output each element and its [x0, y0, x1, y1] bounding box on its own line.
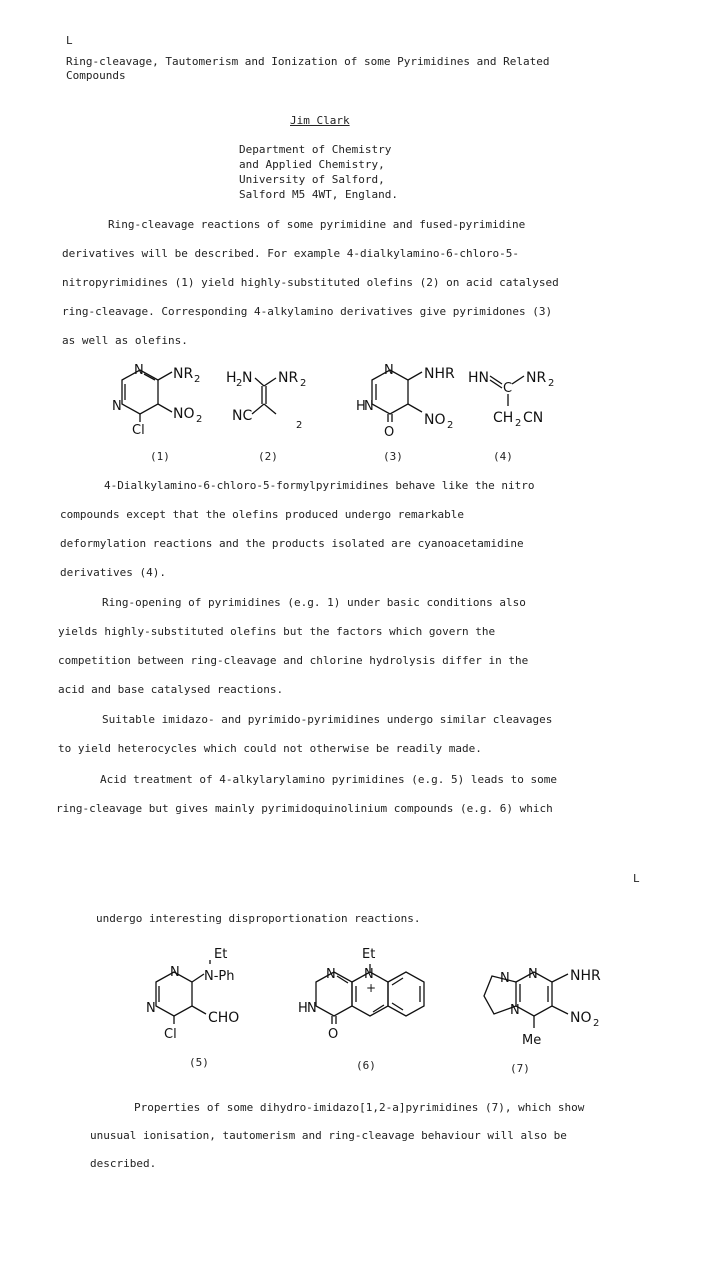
paragraph-5-continuation: undergo interesting disproportionation reactions. [96, 912, 421, 925]
affiliation-line: Department of Chemistry [239, 143, 392, 156]
structure-label: (5) [189, 1056, 209, 1069]
svg-text:NHR: NHR [570, 968, 601, 984]
svg-text:H: H [298, 1001, 308, 1016]
svg-text:O: O [384, 425, 395, 438]
svg-text:N: N [307, 1001, 317, 1016]
structure-label: (2) [258, 450, 278, 463]
svg-text:2: 2 [515, 418, 522, 429]
structure-label: (6) [356, 1059, 376, 1072]
text-line: described. [90, 1157, 157, 1170]
affiliation-block [239, 142, 398, 202]
structures-row-2 [130, 940, 630, 1055]
svg-text:NO: NO [424, 412, 446, 428]
svg-text:Et: Et [214, 947, 228, 962]
affiliation-line: University of Salford, [239, 173, 385, 186]
affiliation-line: Salford M5 4WT, England. [239, 188, 398, 201]
svg-text:+: + [366, 981, 377, 995]
text-line: derivatives (4). [60, 566, 166, 579]
text-line: acid and base catalysed reactions. [58, 683, 284, 696]
svg-text:Me: Me [522, 1033, 542, 1048]
svg-text:N: N [364, 967, 374, 982]
svg-text:H: H [226, 370, 237, 386]
svg-text:2: 2 [194, 374, 201, 385]
svg-text:NO: NO [570, 1010, 592, 1026]
svg-text:N: N [112, 399, 122, 414]
svg-text:N-Ph: N-Ph [204, 969, 235, 984]
text-line: Suitable imidazo- and pyrimido-pyrimidines undergo similar cleavages [102, 713, 553, 726]
structure-6 [298, 947, 424, 1042]
paper-title-line-1: Ring-cleavage, Tautomerism and Ionization of some Pyrimidines and Related [66, 55, 550, 68]
paragraph-1 [62, 210, 559, 355]
structure-5 [146, 947, 239, 1042]
svg-text:N: N [510, 1003, 520, 1018]
structure-2 [226, 370, 306, 431]
svg-text:2: 2 [548, 378, 555, 389]
text-line: ring-cleavage. Corresponding 4-alkylamino derivatives give pyrimidones (3) [62, 305, 553, 318]
svg-text:NHR: NHR [424, 366, 455, 382]
svg-text:NR: NR [526, 370, 547, 386]
structure-1 [112, 363, 202, 438]
svg-text:CN: CN [523, 410, 544, 426]
structures-row-1 [100, 358, 600, 438]
text-line: competition between ring-cleavage and chlorine hydrolysis differ in the [58, 654, 529, 667]
svg-text:C: C [503, 381, 513, 396]
structure-label: (7) [510, 1062, 530, 1075]
text-line: Acid treatment of 4-alkylarylamino pyrimidines (e.g. 5) leads to some [100, 773, 557, 786]
svg-text:Cl: Cl [132, 423, 145, 438]
svg-text:2: 2 [300, 378, 307, 389]
svg-text:N: N [134, 363, 144, 378]
paragraph-2 [60, 471, 534, 587]
text-line: nitropyrimidines (1) yield highly-substituted olefins (2) on acid catalysed [62, 276, 559, 289]
paragraph-4 [58, 705, 552, 763]
svg-text:N: N [384, 363, 394, 378]
svg-text:N: N [242, 370, 253, 386]
svg-text:N: N [528, 967, 538, 982]
paragraph-5 [56, 765, 557, 823]
text-line: ring-cleavage but gives mainly pyrimidoquinolinium compounds (e.g. 6) which [56, 802, 553, 815]
svg-text:NO: NO [173, 406, 195, 422]
svg-text:2: 2 [593, 1018, 600, 1029]
svg-text:Et: Et [362, 947, 376, 962]
text-line: Ring-cleavage reactions of some pyrimidine and fused-pyrimidine [108, 218, 526, 231]
text-line: deformylation reactions and the products isolated are cyanoacetamidine [60, 537, 524, 550]
text-line: derivatives will be described. For example 4-dialkylamino-6-chloro-5- [62, 247, 519, 260]
structure-label: (4) [493, 450, 513, 463]
structure-4 [468, 370, 554, 429]
text-line: yields highly-substituted olefins but the factors which govern the [58, 625, 496, 638]
svg-text:CH: CH [493, 410, 514, 426]
svg-text:N: N [364, 399, 374, 414]
svg-text:NR: NR [173, 366, 194, 382]
svg-text:NC: NC [232, 408, 253, 424]
svg-text:H: H [356, 399, 366, 414]
svg-text:Cl: Cl [164, 1027, 177, 1042]
svg-text:N: N [500, 971, 510, 986]
structure-label: (1) [150, 450, 170, 463]
page-mark: L [66, 34, 73, 47]
text-line: Ring-opening of pyrimidines (e.g. 1) under basic conditions also [102, 596, 526, 609]
svg-text:2: 2 [236, 378, 243, 389]
svg-text:2: 2 [447, 420, 454, 431]
svg-text:N: N [146, 1001, 156, 1016]
svg-text:NR: NR [278, 370, 299, 386]
text-line: unusual ionisation, tautomerism and ring-cleavage behaviour will also be [90, 1129, 567, 1142]
structure-3 [356, 363, 455, 438]
text-line: as well as olefins. [62, 334, 188, 347]
svg-text:2: 2 [196, 414, 203, 425]
svg-text:2: 2 [296, 420, 303, 431]
text-line: to yield heterocycles which could not otherwise be readily made. [58, 742, 482, 755]
structure-label: (3) [383, 450, 403, 463]
side-mark: L [633, 872, 640, 885]
affiliation-line: and Applied Chemistry, [239, 158, 385, 171]
paragraph-6 [90, 1094, 584, 1178]
svg-text:O: O [328, 1027, 339, 1042]
text-line: 4-Dialkylamino-6-chloro-5-formylpyrimidines behave like the nitro [104, 479, 535, 492]
author-name: Jim Clark [290, 114, 350, 127]
paper-title-line-2: Compounds [66, 69, 126, 82]
structure-7 [484, 967, 601, 1048]
text-line: Properties of some dihydro-imidazo[1,2-a]pyrimidines (7), which show [134, 1101, 585, 1114]
paragraph-3 [58, 588, 528, 704]
svg-text:CHO: CHO [208, 1010, 240, 1026]
svg-text:N: N [170, 965, 180, 980]
text-line: compounds except that the olefins produced undergo remarkable [60, 508, 464, 521]
svg-text:HN: HN [468, 370, 489, 386]
svg-text:N: N [326, 967, 336, 982]
